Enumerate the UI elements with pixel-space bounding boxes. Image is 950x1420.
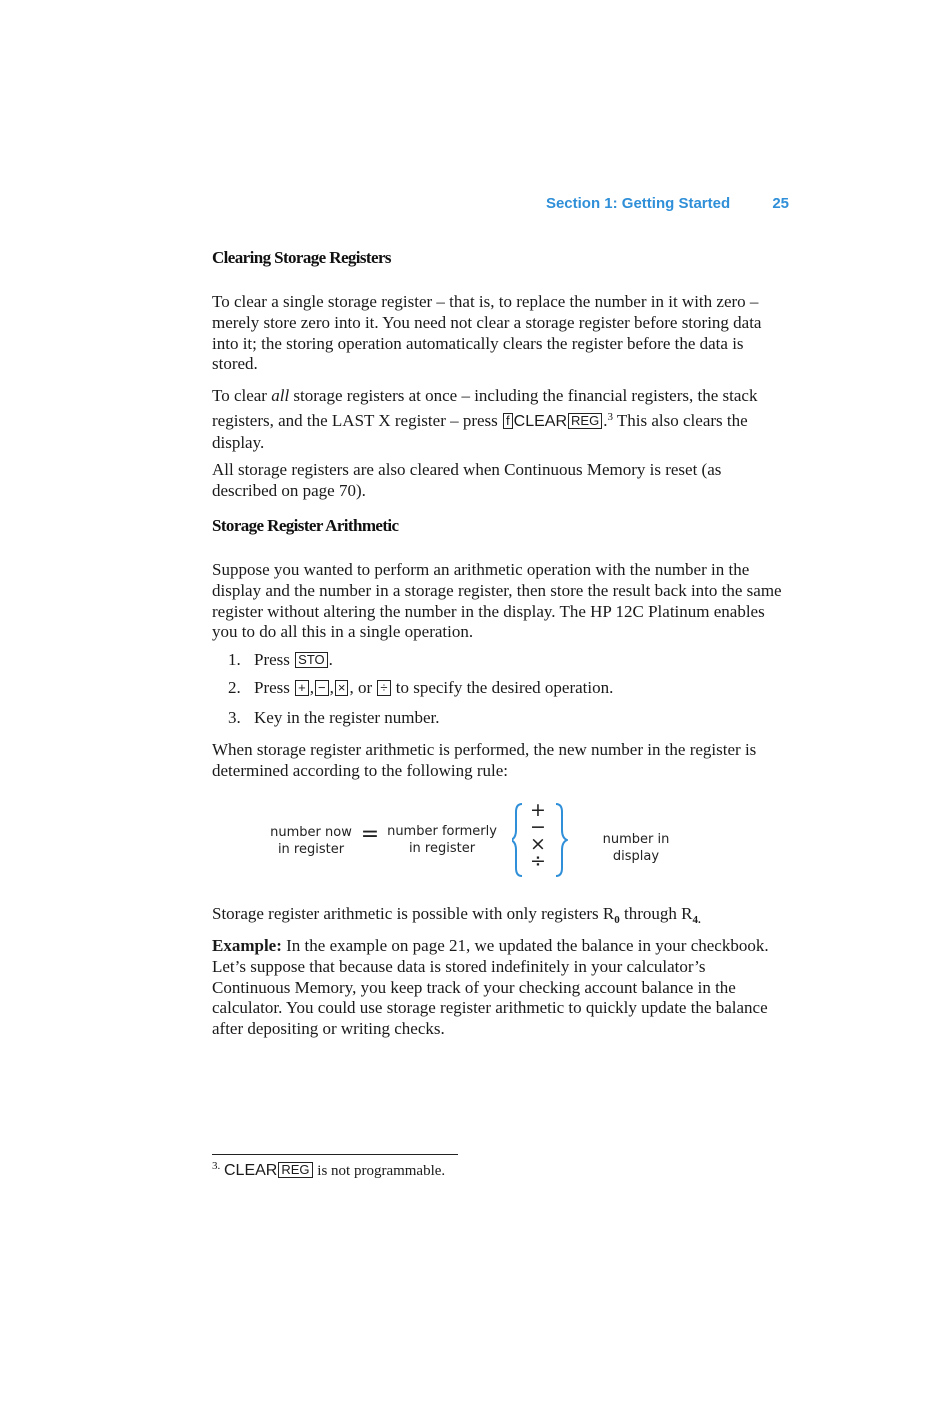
heading-storage-register-arithmetic: Storage Register Arithmetic [212, 516, 399, 535]
footnote-divider [212, 1154, 458, 1155]
sto-key: STO [295, 652, 328, 668]
f-key: f [503, 413, 513, 429]
heading-clearing-storage-registers: Clearing Storage Registers [212, 248, 391, 267]
page-number: 25 [772, 195, 789, 212]
diagram-operators [522, 799, 554, 872]
diagram-number-formerly: number formerly in register [387, 824, 497, 856]
step-1: 1. Press STO . [228, 650, 333, 669]
diagram-equals: = [360, 822, 380, 847]
plus-key: + [295, 680, 309, 696]
step-2: 2. Press + , − , × , or ÷ to specify the desired operation. [228, 678, 614, 697]
paragraph-continuous-memory: All storage registers are also cleared when Continuous Memory is reset (as described on page 70). [212, 460, 722, 500]
example-label: Example: [212, 936, 282, 955]
paragraph-registers-limit: Storage register arithmetic is possible with only registers $R_0$ through $R_{4.}$ [212, 904, 701, 926]
operator-minus: − [530, 816, 546, 838]
section-label: Section 1: Getting Started [545, 195, 731, 212]
divide-key: ÷ [377, 680, 390, 696]
running-header [546, 195, 789, 212]
multiply-key: × [335, 680, 349, 696]
paragraph-example: Example: In the example on page 21, we updated the balance in your checkbook. Let’s suppose that because data is stored indefinitely in your calculator’s Continuous Memory, you keep track of your checking account balance in the calculator. You could use storage register arithmetic to quickly update the balance after depositing or writing checks. [212, 936, 769, 1039]
paragraph-arithmetic-intro: Suppose you wanted to perform an arithmetic operation with the number in the display and the number in a storage register, then store the result back into the same register without altering the number in the display. The HP 12C Platinum enables you to do all this in a single operation. [212, 560, 782, 642]
right-brace [556, 804, 567, 876]
footnote-ref: 3 [607, 410, 613, 423]
paragraph-clear-single: To clear a single storage register – that is, to replace the number in it with zero – merely store zero into it. You need not clear a storage register before storing data into it; the storing operation automatically clears the register before the data is stored. [212, 292, 762, 374]
operator-divide: ÷ [530, 850, 546, 872]
left-brace [512, 804, 522, 876]
footnote: $^{3.}$ CLEAR REG is not programmable. [212, 1160, 446, 1179]
clear-label: CLEAR [513, 412, 568, 430]
arithmetic-rule-diagram [260, 800, 720, 880]
minus-key: − [315, 680, 329, 696]
operator-plus: + [530, 799, 546, 821]
diagram-number-now: number now in register [270, 825, 352, 857]
paragraph-clear-all: To clear all storage registers at once – including the financial registers, the stack registers, and the LAST X register – press f CLEAR REG .$^3$ This also clears the display. [212, 386, 758, 452]
diagram-number-in-display: number in display [602, 832, 670, 864]
operator-times: × [530, 833, 546, 855]
footnote-reg-key: REG [278, 1162, 312, 1178]
paragraph-rule-intro: When storage register arithmetic is performed, the new number in the register is determined according to the following rule: [212, 740, 757, 780]
step-3: 3. Key in the register number. [228, 708, 440, 727]
reg-key: REG [568, 413, 602, 429]
